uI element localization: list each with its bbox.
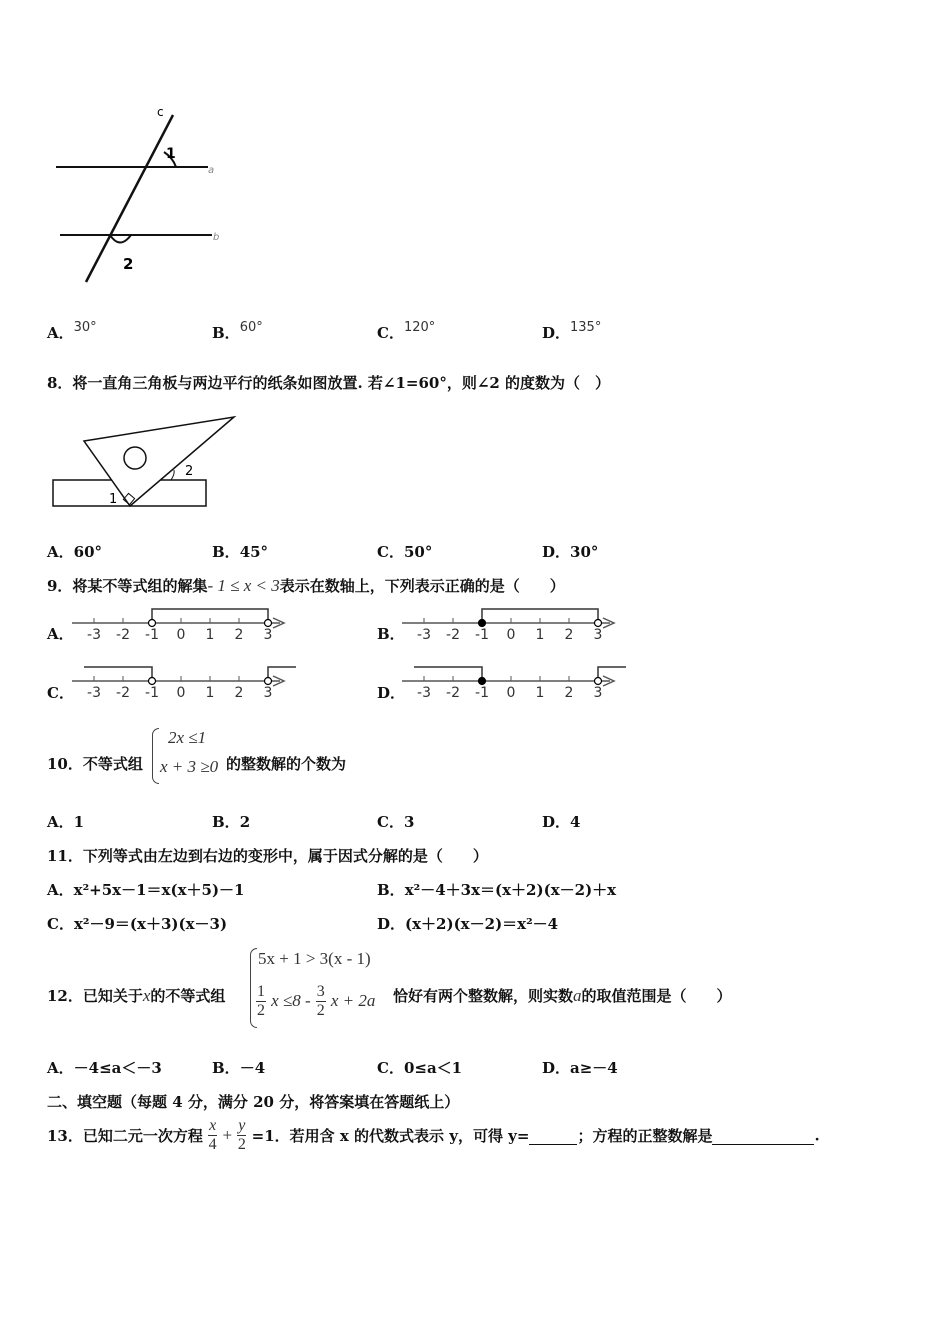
- q8-option-c[interactable]: C．50°: [377, 543, 433, 561]
- tick-label: 1: [535, 685, 545, 701]
- q9-numberline-a: [70, 600, 300, 650]
- q13-frac-y2: $\frac{y}{2}$: [237, 1117, 246, 1153]
- tick-label: -1: [145, 627, 159, 643]
- endpoint-left: [479, 678, 486, 685]
- tick-label: -2: [446, 627, 460, 643]
- q10-brace: [152, 728, 159, 784]
- q12-frac-half: $\frac{1}{2}$: [257, 983, 265, 1019]
- q8-angle1-label: 1: [109, 492, 118, 507]
- tick-label: -2: [116, 685, 130, 701]
- q10-suffix: 的整数解的个数为: [226, 755, 347, 773]
- q11-option-c[interactable]: C．x²－9＝(x＋3)(x－3): [47, 915, 228, 933]
- q11-option-d[interactable]: D．(x＋2)(x－2)＝x²－4: [377, 915, 559, 933]
- tick-label: -2: [116, 627, 130, 643]
- q9-inequality: - 1 ≤ x < 3: [207, 576, 280, 595]
- tick-label: -1: [145, 685, 159, 701]
- q8-option-b[interactable]: B．45°: [212, 543, 269, 561]
- q9-numberline-c: [70, 658, 300, 708]
- solution-bracket-right: [268, 667, 296, 681]
- endpoint-right: [595, 620, 602, 627]
- q13-blank-solution[interactable]: [712, 1126, 814, 1145]
- q12-suffix: 恰好有两个整数解，则实数a的取值范围是（ ）: [393, 986, 732, 1005]
- q13-blank-y[interactable]: [529, 1126, 577, 1145]
- tick-label: -3: [417, 627, 431, 643]
- endpoint-right: [265, 678, 272, 685]
- tick-label: 2: [234, 685, 244, 701]
- tick-label: 1: [205, 627, 215, 643]
- q10-option-b[interactable]: B．2: [212, 813, 251, 831]
- q7-option-c[interactable]: C．120°: [377, 320, 436, 342]
- endpoint-right: [595, 678, 602, 685]
- q7-option-a[interactable]: A．30°: [47, 320, 97, 342]
- q12-prefix: 12．已知关于x的不等式组: [47, 986, 226, 1005]
- q12-line2: $\frac{1}{2}$ x ≤8 - $\frac{3}{2}$ x + 2a: [257, 983, 376, 1019]
- solution-bracket-right: [598, 667, 626, 681]
- q10-line1: 2x ≤1: [168, 728, 207, 747]
- tick-label: 0: [506, 627, 516, 643]
- q7-angle1-label: 1: [166, 146, 176, 162]
- endpoint-left: [479, 620, 486, 627]
- q10-option-a[interactable]: A．1: [47, 813, 85, 831]
- tick-label: 2: [564, 685, 574, 701]
- q9-option-d-label[interactable]: D．: [377, 684, 406, 702]
- endpoint-left: [149, 678, 156, 685]
- q12-option-d[interactable]: D．a≥－4: [542, 1059, 618, 1077]
- q10-prefix: 10．不等式组: [47, 755, 143, 773]
- tick-label: 3: [263, 627, 273, 643]
- tick-label: 1: [205, 685, 215, 701]
- q7-label-a: a: [208, 165, 215, 176]
- q13-question: 13．已知二元一次方程 $\frac{x}{4}$ + $\frac{y}{2}$ =1．若用含 x 的代数式表示 y，可得 y= ；方程的正整数解是 .: [47, 1117, 820, 1153]
- q8-triangle-figure: [48, 412, 243, 512]
- q13-frac-x4: $\frac{x}{4}$: [208, 1117, 217, 1153]
- tick-label: 1: [535, 627, 545, 643]
- tick-label: -3: [87, 685, 101, 701]
- q9-option-c-label[interactable]: C．: [47, 684, 74, 702]
- endpoint-right: [265, 620, 272, 627]
- q10-line2: x + 3 ≥0: [160, 757, 219, 776]
- q7-option-b[interactable]: B．60°: [212, 320, 263, 342]
- q11-question-text: 11．下列等式由左边到右边的变形中，属于因式分解的是（ ）: [47, 847, 488, 865]
- q11-option-a[interactable]: A．x²+5x－1＝x(x＋5)－1: [47, 881, 245, 899]
- q10-option-d[interactable]: D．4: [542, 813, 581, 831]
- q12-frac-three-halves: $\frac{3}{2}$: [316, 983, 325, 1019]
- tick-label: 3: [593, 685, 603, 701]
- q12-option-a[interactable]: A．－4≤a＜－3: [47, 1059, 162, 1077]
- tick-label: 3: [593, 627, 603, 643]
- q12-line1: 5x + 1 > 3(x - 1): [258, 949, 371, 968]
- tick-label: -1: [475, 685, 489, 701]
- q7-option-d[interactable]: D．135°: [542, 320, 602, 342]
- q9-option-a-label[interactable]: A．: [47, 625, 74, 643]
- tick-label: 0: [506, 685, 516, 701]
- q8-angle2-label: 2: [185, 464, 194, 479]
- q10-option-c[interactable]: C．3: [377, 813, 415, 831]
- q9-question-text: 9．将某不等式组的解集- 1 ≤ x < 3表示在数轴上，下列表示正确的是（ ）: [47, 576, 565, 595]
- q7-parallel-lines-figure: [40, 100, 230, 290]
- tick-label: -3: [87, 627, 101, 643]
- endpoint-left: [149, 620, 156, 627]
- q7-label-b: b: [213, 232, 220, 243]
- q8-option-a[interactable]: A．60°: [47, 543, 103, 561]
- tick-label: 0: [176, 627, 186, 643]
- q7-label-c: c: [157, 105, 164, 119]
- tick-label: 2: [234, 627, 244, 643]
- tick-label: -2: [446, 685, 460, 701]
- tick-label: 0: [176, 685, 186, 701]
- q8-question-text: 8．将一直角三角板与两边平行的纸条如图放置. 若∠1=60°，则∠2 的度数为（ ）: [47, 374, 611, 392]
- q7-angle2-label: 2: [123, 255, 134, 273]
- section-fill-in-title: 二、填空题（每题 4 分，满分 20 分，将答案填在答题纸上）: [47, 1093, 460, 1111]
- q12-option-b[interactable]: B．－4: [212, 1059, 266, 1077]
- q8-option-d[interactable]: D．30°: [542, 543, 599, 561]
- tick-label: -1: [475, 627, 489, 643]
- q12-option-c[interactable]: C．0≤a＜1: [377, 1059, 463, 1077]
- tick-label: 2: [564, 627, 574, 643]
- tick-label: 3: [263, 685, 273, 701]
- q11-option-b[interactable]: B．x²－4＋3x＝(x＋2)(x－2)＋x: [377, 881, 617, 899]
- tick-label: -3: [417, 685, 431, 701]
- q9-option-b-label[interactable]: B．: [377, 625, 405, 643]
- q9-numberline-b: [400, 600, 630, 650]
- q9-numberline-d: [400, 658, 630, 708]
